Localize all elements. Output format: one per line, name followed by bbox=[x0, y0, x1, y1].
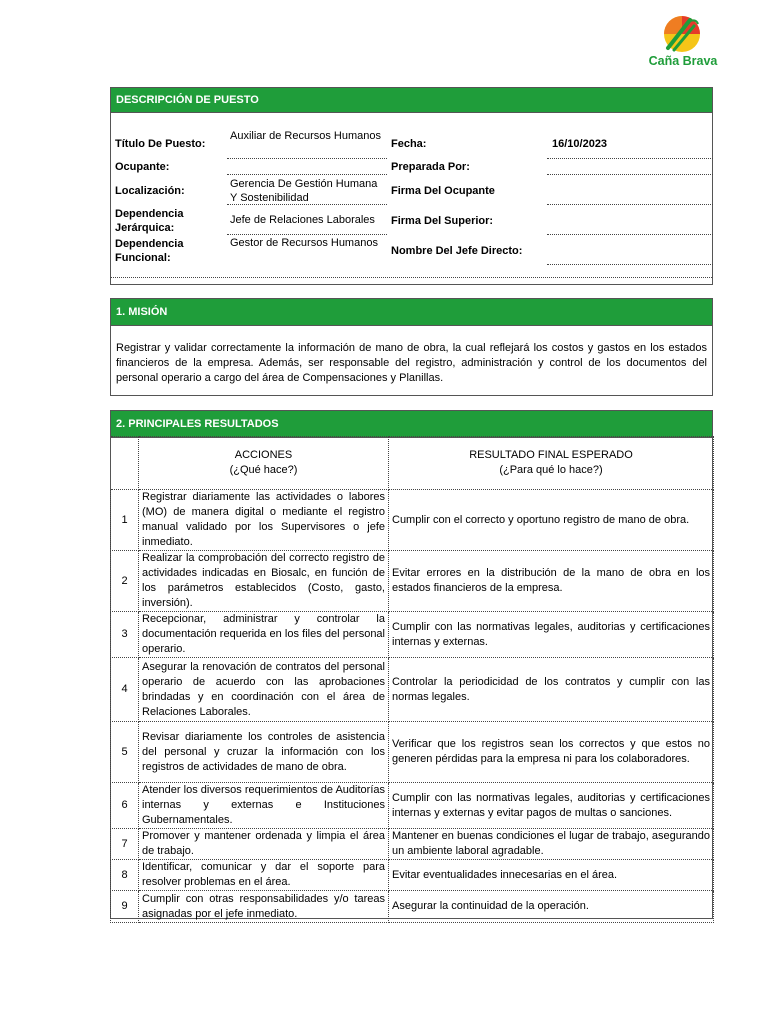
jefe-directo-label: Nombre Del Jefe Directo: bbox=[391, 245, 523, 257]
resultados-header-row bbox=[111, 437, 714, 490]
row-resultado: Mantener en buenas condiciones el lugar de trabajo, asegurando un ambiente laboral agradable. bbox=[389, 829, 714, 860]
ocupante-value bbox=[227, 159, 387, 175]
header-resultado bbox=[389, 437, 714, 490]
header-acciones-label: ACCIONES bbox=[234, 449, 293, 461]
header-resultado-label: RESULTADO FINAL ESPERADO bbox=[469, 449, 633, 461]
row-number: 5 bbox=[111, 722, 139, 783]
row-resultado: Cumplir con las normativas legales, auditorias y certificaciones internas y externas y evitar pagos de multas o sanciones. bbox=[389, 783, 714, 829]
row-accion: Identificar, comunicar y dar el soporte para resolver problemas en el área. bbox=[139, 860, 389, 891]
titulo-label: Título De Puesto: bbox=[115, 138, 206, 150]
localizacion-label: Localización: bbox=[115, 185, 185, 197]
table-row bbox=[111, 490, 714, 551]
dependencia-funcional-value: Gestor de Recursos Humanos bbox=[230, 237, 378, 249]
descripcion-section bbox=[110, 87, 713, 285]
fecha-label: Fecha: bbox=[391, 138, 427, 150]
row-resultado: Evitar eventualidades innecesarias en el área. bbox=[389, 860, 714, 891]
row-accion: Cumplir con otras responsabilidades y/o tareas asignadas por el jefe inmediato. bbox=[139, 891, 389, 923]
table-row bbox=[111, 551, 714, 612]
fecha-value: 16/10/2023 bbox=[547, 129, 713, 159]
row-accion: Recepcionar, administrar y controlar la documentación requerida en los files del personal operario. bbox=[139, 612, 389, 658]
ocupante-label: Ocupante: bbox=[115, 161, 170, 173]
firma-ocupante-value bbox=[547, 175, 713, 205]
row-accion: Revisar diariamente los controles de asistencia del personal y cruzar la información con los registros de actividades de mano de obra. bbox=[139, 722, 389, 783]
resultados-table bbox=[110, 436, 714, 923]
jefe-directo-value bbox=[547, 235, 713, 265]
row-accion: Registrar diariamente las actividades o labores (MO) de manera digital o mediante el registro manual validado por los Supervisores o jefe inmediato. bbox=[139, 490, 389, 551]
mision-section bbox=[110, 298, 713, 396]
row-number: 9 bbox=[111, 891, 139, 923]
table-row bbox=[111, 783, 714, 829]
row-resultado: Asegurar la continuidad de la operación. bbox=[389, 891, 714, 923]
header-number-cell bbox=[111, 437, 139, 490]
row-accion: Asegurar la renovación de contratos del personal operario de acuerdo con las aprobaciones brindadas y en coordinación con el área de Relaciones Laborales. bbox=[139, 658, 389, 722]
preparada-por-value bbox=[547, 159, 713, 175]
resultados-title: 2. PRINCIPALES RESULTADOS bbox=[111, 411, 712, 438]
table-row bbox=[111, 722, 714, 783]
row-resultado: Verificar que los registros sean los correctos y que estos no generen pérdidas para la empresa ni para los colaboradores. bbox=[389, 722, 714, 783]
row-number: 3 bbox=[111, 612, 139, 658]
titulo-value: Auxiliar de Recursos Humanos bbox=[227, 129, 387, 159]
mision-title: 1. MISIÓN bbox=[111, 299, 712, 326]
firma-superior-value bbox=[547, 205, 713, 235]
row-resultado: Cumplir con el correcto y oportuno registro de mano de obra. bbox=[389, 490, 714, 551]
firma-superior-label: Firma Del Superior: bbox=[391, 215, 494, 227]
row-accion: Promover y mantener ordenada y limpia el área de trabajo. bbox=[139, 829, 389, 860]
firma-ocupante-label: Firma Del Ocupante bbox=[391, 185, 495, 197]
descripcion-title: DESCRIPCIÓN DE PUESTO bbox=[111, 88, 712, 113]
dependencia-funcional-label: Dependencia Funcional: bbox=[115, 238, 184, 264]
descripcion-grid bbox=[111, 113, 712, 284]
header-acciones bbox=[139, 437, 389, 490]
row-number: 7 bbox=[111, 829, 139, 860]
header-resultado-sub: (¿Para qué lo hace?) bbox=[499, 464, 603, 476]
table-row bbox=[111, 658, 714, 722]
table-row bbox=[111, 860, 714, 891]
row-number: 2 bbox=[111, 551, 139, 612]
row-resultado: Cumplir con las normativas legales, auditorias y certificaciones internas y externas. bbox=[389, 612, 714, 658]
row-number: 8 bbox=[111, 860, 139, 891]
logo-text: Caña Brava bbox=[648, 54, 718, 68]
cana-brava-logo-icon bbox=[660, 14, 704, 54]
dependencia-jerarquica-value: Jefe de Relaciones Laborales bbox=[227, 205, 387, 235]
row-accion: Atender los diversos requerimientos de Auditorías internas y externas e Instituciones Gubernamentales. bbox=[139, 783, 389, 829]
table-row bbox=[111, 891, 714, 923]
resultados-section bbox=[110, 410, 713, 919]
row-number: 1 bbox=[111, 490, 139, 551]
row-number: 4 bbox=[111, 658, 139, 722]
table-row bbox=[111, 829, 714, 860]
row-resultado: Evitar errores en la distribución de la mano de obra en los estados financieros de la empresa. bbox=[389, 551, 714, 612]
row-resultado: Controlar la periodicidad de los contratos y cumplir con las normas legales. bbox=[389, 658, 714, 722]
mision-text: Registrar y validar correctamente la información de mano de obra, la cual reflejará los costos y gastos en los estados financieros de la empresa. Además, ser responsable del registro, administración y control de los documentos del personal operario a cargo del área de Compensaciones y Planillas. bbox=[116, 342, 707, 384]
dependencia-jerarquica-label: Dependencia Jerárquica: bbox=[115, 208, 184, 234]
descripcion-bottom-row bbox=[111, 265, 712, 278]
table-row bbox=[111, 612, 714, 658]
localizacion-value: Gerencia De Gestión Humana Y Sostenibilidad bbox=[227, 175, 387, 205]
header-acciones-sub: (¿Qué hace?) bbox=[229, 464, 298, 476]
row-number: 6 bbox=[111, 783, 139, 829]
preparada-por-label: Preparada Por: bbox=[391, 161, 470, 173]
company-logo bbox=[646, 14, 720, 74]
row-accion: Realizar la comprobación del correcto registro de actividades indicadas en Biosalc, en función de los parámetros establecidos (Costo, gasto, inversión). bbox=[139, 551, 389, 612]
